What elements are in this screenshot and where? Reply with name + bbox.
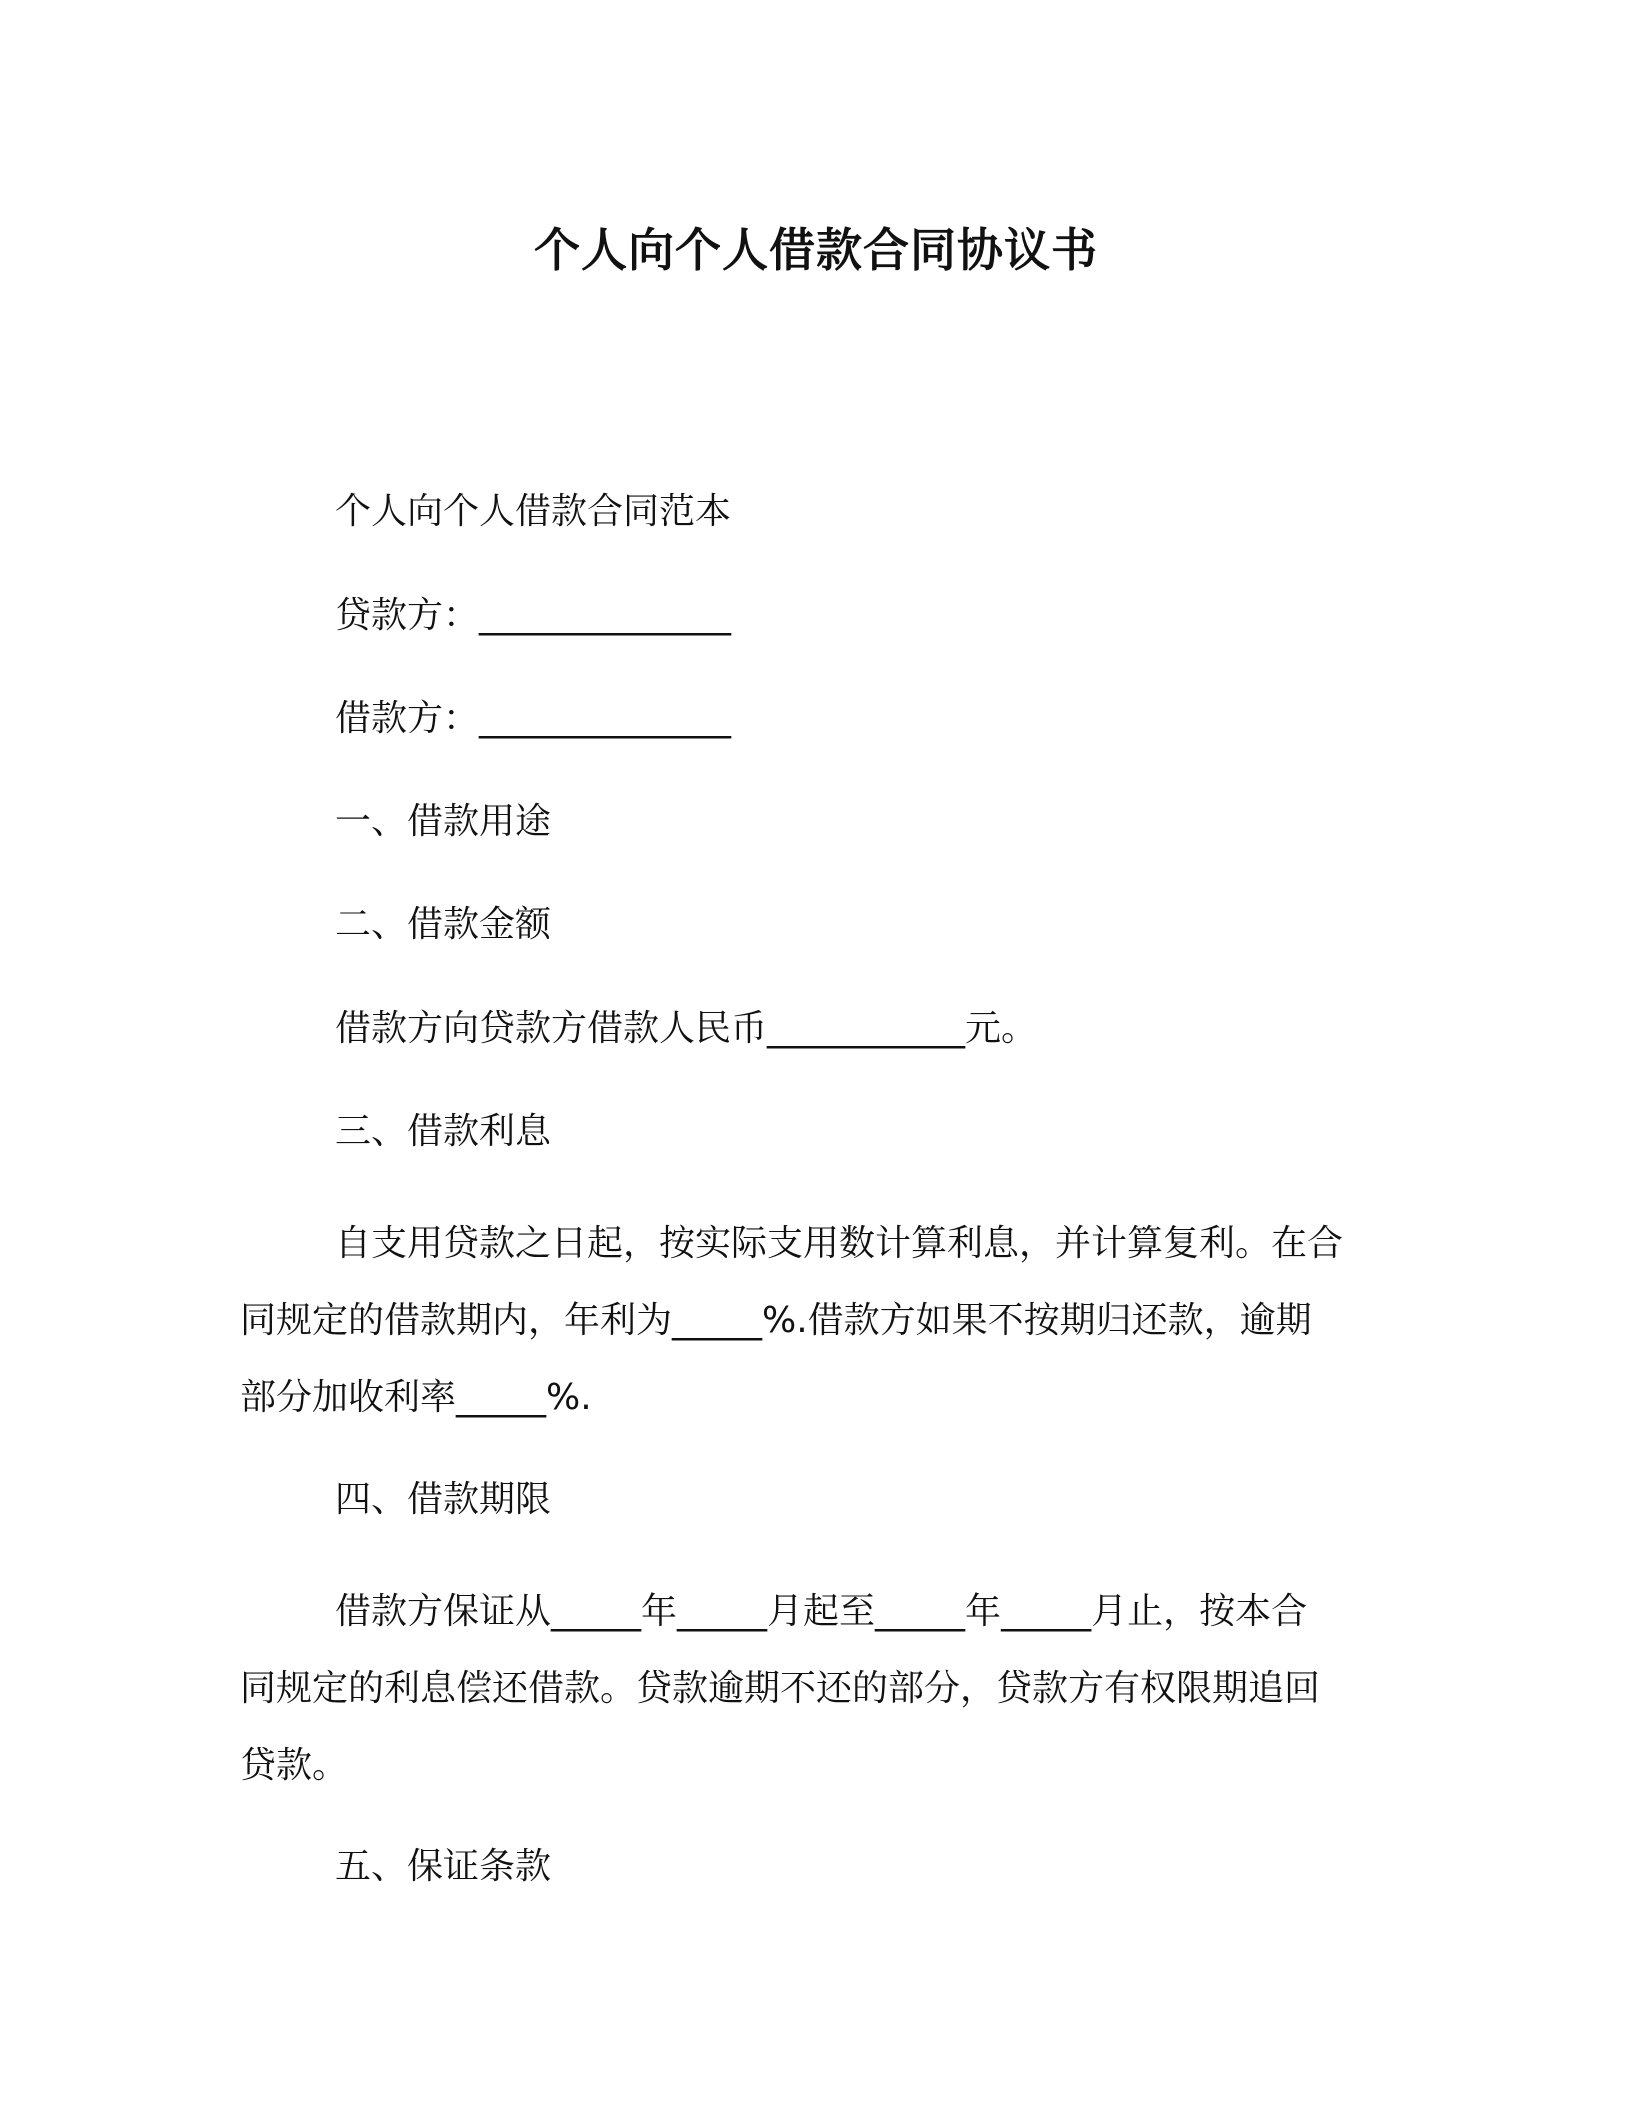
interest-line-2 bbox=[240, 1282, 1400, 1359]
lender-line bbox=[335, 594, 731, 638]
interest-line-3-pre: 部分加收利率 bbox=[240, 1377, 457, 1418]
amount-line bbox=[335, 1007, 1037, 1051]
borrower-line bbox=[335, 697, 731, 741]
borrower-blank: ______________ bbox=[479, 698, 732, 739]
document-title: 个人向个人借款合同协议书 bbox=[534, 223, 1098, 277]
term-text-d: 年 bbox=[965, 1591, 1002, 1632]
start-month-blank: _____ bbox=[677, 1591, 768, 1632]
end-year-blank: _____ bbox=[875, 1591, 966, 1632]
term-line-3: 贷款。 bbox=[240, 1745, 349, 1786]
interest-line-3-post: %. bbox=[546, 1377, 592, 1418]
lender-blank: ______________ bbox=[479, 595, 732, 636]
amount-text-pre: 借款方向贷款方借款人民币 bbox=[335, 1008, 768, 1049]
subtitle: 个人向个人借款合同范本 bbox=[335, 491, 732, 532]
section-heading-4: 四、借款期限 bbox=[335, 1479, 552, 1520]
amount-text-post: 元。 bbox=[965, 1008, 1038, 1049]
interest-line-2-pre: 同规定的借款期内，年利为 bbox=[240, 1300, 673, 1341]
borrower-label: 借款方： bbox=[335, 698, 480, 739]
term-line-2: 同规定的利息偿还借款。贷款逾期不还的部分，贷款方有权限期追回 bbox=[240, 1668, 1321, 1709]
end-month-blank: _____ bbox=[1001, 1591, 1092, 1632]
annual-rate-blank: _____ bbox=[672, 1300, 763, 1341]
start-year-blank: _____ bbox=[551, 1591, 642, 1632]
overdue-rate-blank: _____ bbox=[456, 1377, 547, 1418]
term-text-b: 年 bbox=[641, 1591, 678, 1632]
amount-blank: ___________ bbox=[767, 1008, 966, 1049]
interest-line-3 bbox=[240, 1359, 1400, 1436]
section-heading-2: 二、借款金额 bbox=[335, 904, 552, 945]
lender-label: 贷款方： bbox=[335, 595, 480, 636]
term-paragraph bbox=[240, 1573, 1400, 1804]
term-text-e: 月止，按本合 bbox=[1091, 1591, 1308, 1632]
term-text-a: 借款方保证从 bbox=[335, 1591, 552, 1632]
interest-line-2-post: %.借款方如果不按期归还款，逾期 bbox=[762, 1300, 1312, 1341]
term-text-c: 月起至 bbox=[767, 1591, 876, 1632]
section-heading-3: 三、借款利息 bbox=[335, 1111, 552, 1152]
term-line-1 bbox=[240, 1573, 1400, 1650]
interest-paragraph bbox=[240, 1205, 1400, 1436]
interest-line-1: 自支用贷款之日起，按实际支用数计算利息，并计算复利。在合 bbox=[335, 1223, 1344, 1264]
section-heading-5: 五、保证条款 bbox=[335, 1846, 552, 1887]
section-heading-1: 一、借款用途 bbox=[335, 801, 552, 842]
